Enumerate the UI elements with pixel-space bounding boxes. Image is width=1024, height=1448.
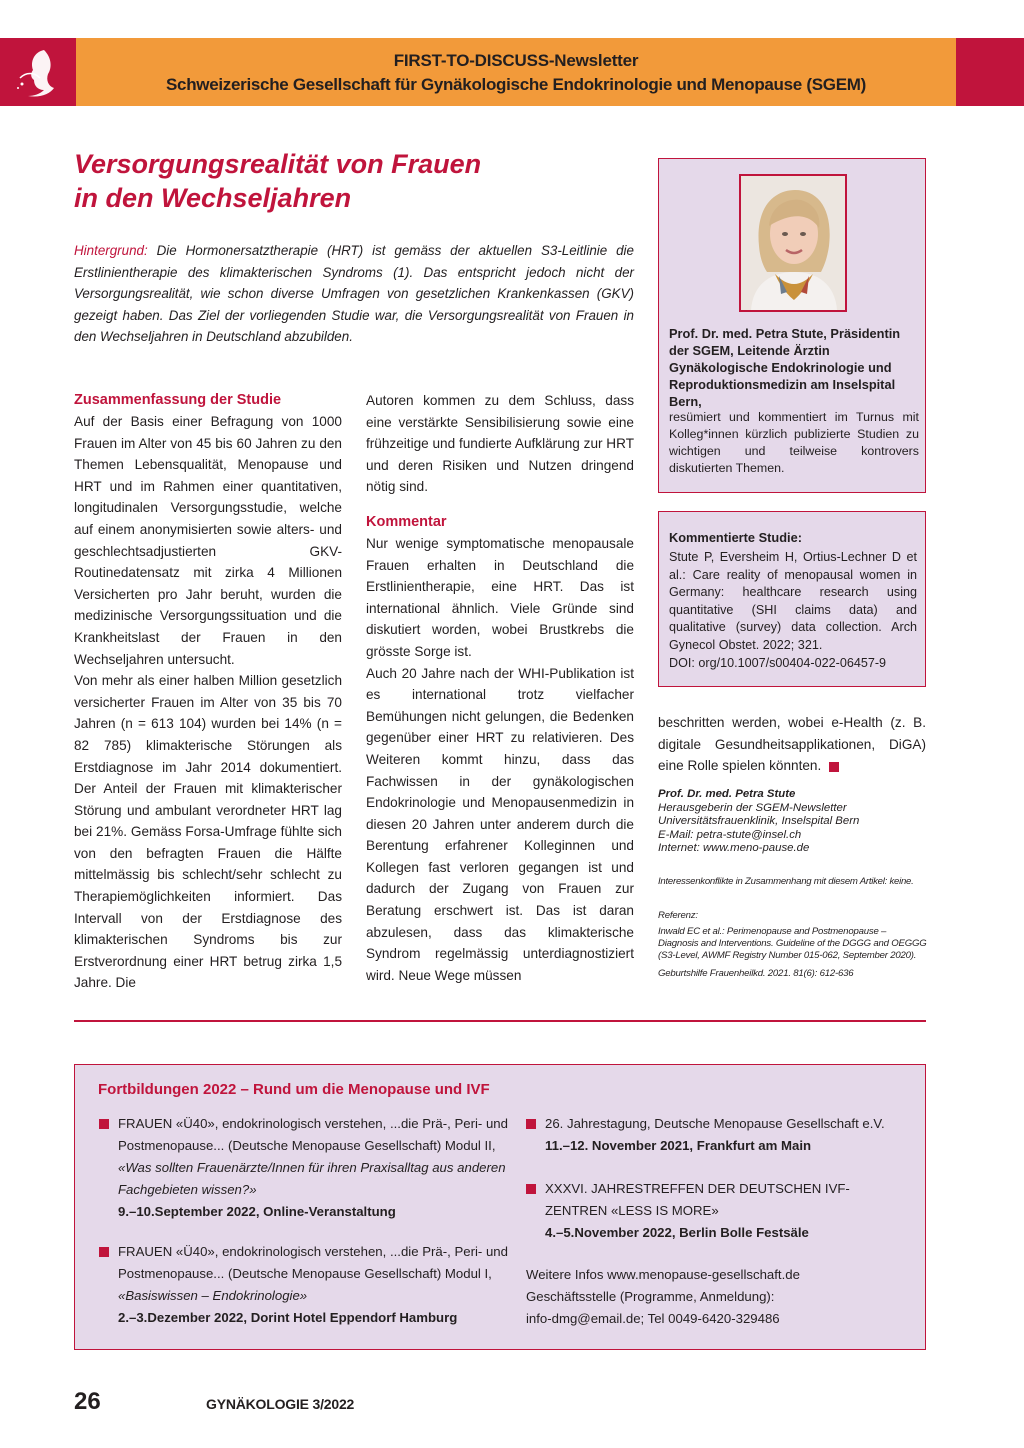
section-divider — [74, 1020, 926, 1022]
author-portrait-photo — [739, 174, 847, 312]
article-title-line2: in den Wechseljahren — [74, 183, 352, 213]
comment-paragraph-2: Auch 20 Jahre nach der WHI-Publikation ist es international trotz vielfacher Bemühungen nicht gelungen, die Bedenken gegenüber einer HRT zu relativieren. Des Weiteren kommt hinzu, dass das Fachwissen in der gynäkologischen Endokrinologie und Menopausenmedizin in diesen 20 Jahren unter anderem durch die Berentung erfahrener Kolleginnen und Kollegen fast verloren gegangen ist und dadurch der Zugang von Frauen zur Beratung erschwert ist. Das ist daran abzulesen, dass das klimakterische Syndrom regelmässig unterdiagnostiziert wird. Neue Wege müssen — [366, 665, 634, 983]
page-number: 26 — [74, 1388, 101, 1415]
signature-website: Internet: www.meno-pause.de — [658, 842, 810, 855]
bullet-icon — [526, 1184, 536, 1194]
study-reference: Stute P, Eversheim H, Ortius-Lechner D et al.: Care reality of menopausal women in Germany: healthcare research using quantitative (SHI claims data) and qualitative (survey) data collection. Arch Gynecol Obstet. 2022; 321. — [669, 550, 917, 652]
event-date: 9.–10.September 2022, Online-Veranstaltung — [118, 1204, 396, 1219]
event-module-title: «Basiswissen – Endokrinologie» — [118, 1288, 308, 1303]
bullet-icon — [99, 1247, 109, 1257]
bullet-icon — [99, 1119, 109, 1129]
summary-paragraph-2: Von mehr als einer halben Million gesetzlich versicherter Frauen im Alter von 35 bis 70 Jahren (n = 613 104) wurden bei 14% (n = 82 785) klimakterische Störungen als Erstdiagnose im Jahr 2014 dokumentiert. Der Anteil der Frauen mit klimakterischer Störung und ambulant verordneter HRT lag bei 21%. Gemäss Forsa-Umfrage fühlte sich von den befragten Frauen die Hälfte mittelmässig bis schlecht/sehr schlecht zu Therapiemöglichkeiten informiert. Das Intervall von der Erstdiagnose des klimakterischen Syndroms bis zur Erstverordnung einer HRT betrug zirka 1,5 Jahre. Die — [74, 673, 342, 991]
newsletter-header — [0, 38, 1024, 106]
event-description: FRAUEN «Ü40», endokrinologisch verstehen, ...die Prä-, Peri- und Postmenopause... (Deutsche Menopause Gesellschaft) Modul II, — [118, 1116, 508, 1153]
newsletter-title: FIRST-TO-DISCUSS-Newsletter — [393, 51, 639, 70]
summary-paragraph-1: Auf der Basis einer Befragung von 1000 Frauen im Alter von 45 bis 60 Jahren zu den Themen Lebensqualität, Menopause und HRT und im Rahmen einer quantitativen, longitudinalen Versorgungsstudie, welche auf einem anonymisierten sowie alters- und geschlechtsadjustierten GKV-Routinedatensatz mit zirka 4 Millionen Versicherten pro Jahr beruht, wurden die medizinische Versorgungssituation und die Krankheitslast der Frauen in den Wechseljahren untersucht. — [74, 414, 342, 667]
study-citation — [669, 549, 917, 672]
article-intro — [74, 240, 634, 348]
study-heading: Kommentierte Studie: — [669, 530, 802, 545]
comment-heading: Kommentar — [366, 513, 447, 530]
journal-issue: GYNÄKOLOGIE 3/2022 — [206, 1396, 355, 1412]
header-title-band — [76, 38, 956, 106]
end-of-article-mark — [829, 762, 839, 772]
article-column-1 — [74, 390, 342, 994]
info-office: Geschäftsstelle (Programme, Anmeldung): — [526, 1289, 775, 1304]
article-column-2 — [366, 390, 634, 986]
event-item — [118, 1241, 508, 1329]
events-contact-info — [526, 1264, 906, 1330]
reference-heading: Referenz: — [658, 910, 698, 921]
event-date: 11.–12. November 2021, Frankfurt am Main — [545, 1138, 812, 1153]
reference-text: Inwald EC et al.: Perimenopause and Postmenopause – Diagnosis and Interventions. Guideline of the DGGG and OEGGG (S3-Level, AWMF Registry Number 015-062, September 2020). — [658, 926, 927, 961]
article-ending: beschritten werden, wobei e-Health (z. B. digitale Gesundheitsapplikationen, DiGA) eine Rolle spielen könnten. — [658, 715, 926, 774]
study-doi: DOI: org/10.1007/s00404-022-06457-9 — [669, 655, 887, 670]
reference-source: Geburtshilfe Frauenheilkd. 2021. 81(6): 612-636 — [658, 968, 854, 979]
article-title-line1: Versorgungsrealität von Frauen — [74, 149, 482, 179]
article-title — [74, 147, 614, 215]
events-title: Fortbildungen 2022 – Rund um die Menopause und IVF — [98, 1081, 490, 1098]
author-signature — [658, 788, 926, 856]
comment-paragraph-1: Nur wenige symptomatische menopausale Frauen erhalten in Deutschland die Erstlinientherapie, eine HRT. Das ist international ähnlich. Viele Gründe sind diskutiert worden, wobei Brustkrebs die grösste Sorge ist. — [366, 535, 634, 659]
signature-name: Prof. Dr. med. Petra Stute — [658, 788, 796, 800]
event-description: 26. Jahrestagung, Deutsche Menopause Gesellschaft e.V. — [545, 1116, 885, 1131]
signature-affiliation: Universitätsfrauenklinik, Inselspital Bern — [658, 815, 860, 828]
author-name-and-title: Prof. Dr. med. Petra Stute, Präsidentin der SGEM, Leitende Ärztin Gynäkologische Endokrinologie und Reproduktionsmedizin am Inselspital Bern, — [669, 326, 901, 409]
events-box — [74, 1064, 926, 1350]
summary-conclusion: Autoren kommen zu dem Schluss, dass eine verstärkte Sensibilisierung sowie eine frühzeitige und fundierte Aufklärung zur HRT und deren Risiken und Nutzen dringend nötig sind. — [366, 393, 634, 495]
intro-text: Die Hormonersatztherapie (HRT) ist gemäss der aktuellen S3-Leitlinie die Erstlinientherapie des klimakterischen Syndroms (1). Das entspricht jedoch nicht der Versorgungsrealität, wie schon diverse Umfragen von gesetzlichen Krankenkassen (GKV) gezeigt haben. Das Ziel der vorliegenden Studie war, die Versorgungsrealität von Frauen in den Wechseljahren in Deutschland abzubilden. — [74, 243, 634, 345]
conflict-of-interest: Interessenkonflikte in Zusammenhang mit diesem Artikel: keine. — [658, 876, 914, 887]
event-date: 2.–3.Dezember 2022, Dorint Hotel Eppendorf Hamburg — [118, 1310, 458, 1325]
woman-profile-logo-icon — [0, 38, 76, 106]
article-column-3 — [658, 712, 926, 777]
info-website: Weitere Infos www.menopause-gesellschaft.de — [526, 1267, 800, 1282]
author-box — [658, 158, 926, 493]
event-date: 4.–5.November 2022, Berlin Bolle Festsäle — [545, 1225, 809, 1240]
reference-block — [658, 910, 928, 980]
event-description: FRAUEN «Ü40», endokrinologisch verstehen, ...die Prä-, Peri- und Postmenopause... (Deutsche Menopause Gesellschaft) Modul I, — [118, 1244, 508, 1281]
signature-email: E-Mail: petra-stute@insel.ch — [658, 828, 802, 841]
summary-heading: Zusammenfassung der Studie — [74, 392, 282, 408]
author-description: resümiert und kommentiert im Turnus mit Kolleg*innen kürzlich publizierte Studien zu wichtigen und teilweise kontrovers diskutierten Themen. — [669, 410, 919, 475]
info-contact: info-dmg@email.de; Tel 0049-6420-329486 — [526, 1311, 780, 1326]
signature-role: Herausgeberin der SGEM-Newsletter — [658, 801, 847, 814]
bullet-icon — [526, 1119, 536, 1129]
commented-study-box — [658, 511, 926, 687]
event-item — [118, 1113, 508, 1223]
event-item — [545, 1113, 905, 1157]
society-name: Schweizerische Gesellschaft für Gynäkologische Endokrinologie und Menopause (SGEM) — [166, 75, 866, 94]
intro-label: Hintergrund: — [74, 243, 148, 258]
event-description: XXXVI. JAHRESTREFFEN DER DEUTSCHEN IVF-ZENTREN «LESS IS MORE» — [545, 1181, 850, 1218]
event-item — [545, 1178, 905, 1244]
event-module-title: «Was sollten Frauenärzte/Innen für ihren Praxisalltag aus anderen Fachgebieten wissen?» — [118, 1160, 506, 1197]
